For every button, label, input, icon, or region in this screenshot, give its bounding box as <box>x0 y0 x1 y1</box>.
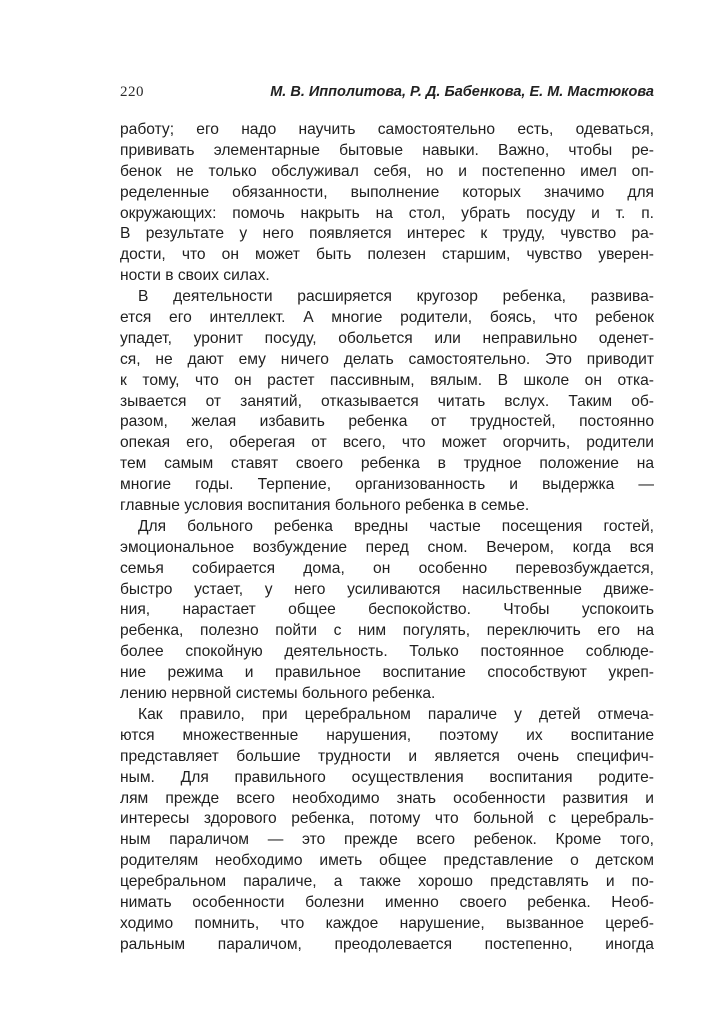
text-line: интересы здорового ребенка, потому что больной с церебраль- <box>120 810 654 828</box>
text-line: к тому, что он растет пассивным, вялым. В школе он отка- <box>120 371 654 389</box>
text-line: дости, что он может быть полезен старшим, чувство уверен- <box>120 246 654 264</box>
text-line: главные условия воспитания больного ребенка в семье. <box>120 497 530 515</box>
text-line: более спокойную деятельность. Только постоянное соблюде- <box>120 643 654 661</box>
text-line: представляет большие трудности и является очень специфич- <box>120 747 654 765</box>
text-line: ным параличом — это прежде всего ребенок. Кроме того, <box>120 831 654 849</box>
text-line: В результате у него появляется интерес к труду, чувство ра- <box>120 225 654 243</box>
text-line: бенок не только обслуживал себя, но и постепенно имел оп- <box>120 162 654 180</box>
text-line: зывается от занятий, отказывается читать вслух. Таким об- <box>120 392 654 410</box>
text-line: разом, желая избавить ребенка от трудностей, постоянно <box>120 413 654 431</box>
text-line: ности в своих силах. <box>120 267 270 285</box>
text-line: ребенка, полезно пойти с ним погулять, переключить его на <box>120 622 654 640</box>
text-line: ральным параличом, преодолевается постепенно, иногда <box>120 935 654 953</box>
text-line: тем самым ставят своего ребенка в трудное положение на <box>120 455 654 473</box>
text-line: ется его интеллект. А многие родители, боясь, что ребенок <box>120 309 654 327</box>
text-line: эмоциональное возбуждение перед сном. Вечером, когда вся <box>120 538 654 556</box>
text-line: ным. Для правильного осуществления воспитания родите- <box>120 768 654 786</box>
paragraph <box>120 517 654 705</box>
text-line: церебральном параличе, а также хорошо представлять и по- <box>120 873 654 891</box>
text-line: работу; его надо научить самостоятельно есть, одеваться, <box>120 121 654 138</box>
text-line: семья собирается дома, он особенно перевозбуждается, <box>120 559 654 577</box>
text-line: окружающих: помочь накрыть на стол, убрать посуду и т. п. <box>120 204 654 222</box>
paragraph <box>120 705 654 956</box>
text-line: ходимо помнить, что каждое нарушение, вызванное цереб- <box>120 914 654 932</box>
text-line: ние режима и правильное воспитание способствуют укреп- <box>120 664 654 682</box>
page-header <box>120 84 654 108</box>
paragraph <box>120 287 654 517</box>
text-line: прививать элементарные бытовые навыки. Важно, чтобы ре- <box>120 141 654 159</box>
text-line: В деятельности расширяется кругозор ребенка, развива- <box>138 288 654 306</box>
text-line: опекая его, оберегая от всего, что может огорчить, родители <box>120 434 654 452</box>
page-number: 220 <box>120 84 144 100</box>
text-line: ределенные обязанности, выполнение которых значимо для <box>120 183 654 201</box>
text-line: лям прежде всего необходимо знать особенности развития и <box>120 789 654 807</box>
text-line: ются множественные нарушения, поэтому их воспитание <box>120 726 654 744</box>
text-line: лению нервной системы больного ребенка. <box>120 685 436 703</box>
paragraph <box>120 120 654 287</box>
text-line: нимать особенности болезни именно своего ребенка. Необ- <box>120 893 654 911</box>
text-line: Для больного ребенка вредны частые посещения гостей, <box>138 517 654 535</box>
text-line: родителям необходимо иметь общее представление о детском <box>120 852 654 870</box>
text-line: ния, нарастает общее беспокойство. Чтобы успокоить <box>120 601 654 619</box>
text-line: Как правило, при церебральном параличе у детей отмеча- <box>138 705 654 723</box>
body-text <box>120 120 654 956</box>
text-line: многие годы. Терпение, организованность и выдержка — <box>120 476 654 494</box>
text-line: быстро устает, у него усиливаются насильственные движе- <box>120 580 654 598</box>
running-head-authors: М. В. Ипполитова, Р. Д. Бабенкова, Е. М. Мастюкова <box>270 84 654 100</box>
text-line: упадет, уронит посуду, обольется или неправильно оденет- <box>120 329 654 347</box>
text-line: ся, не дают ему ничего делать самостоятельно. Это приводит <box>120 350 654 368</box>
